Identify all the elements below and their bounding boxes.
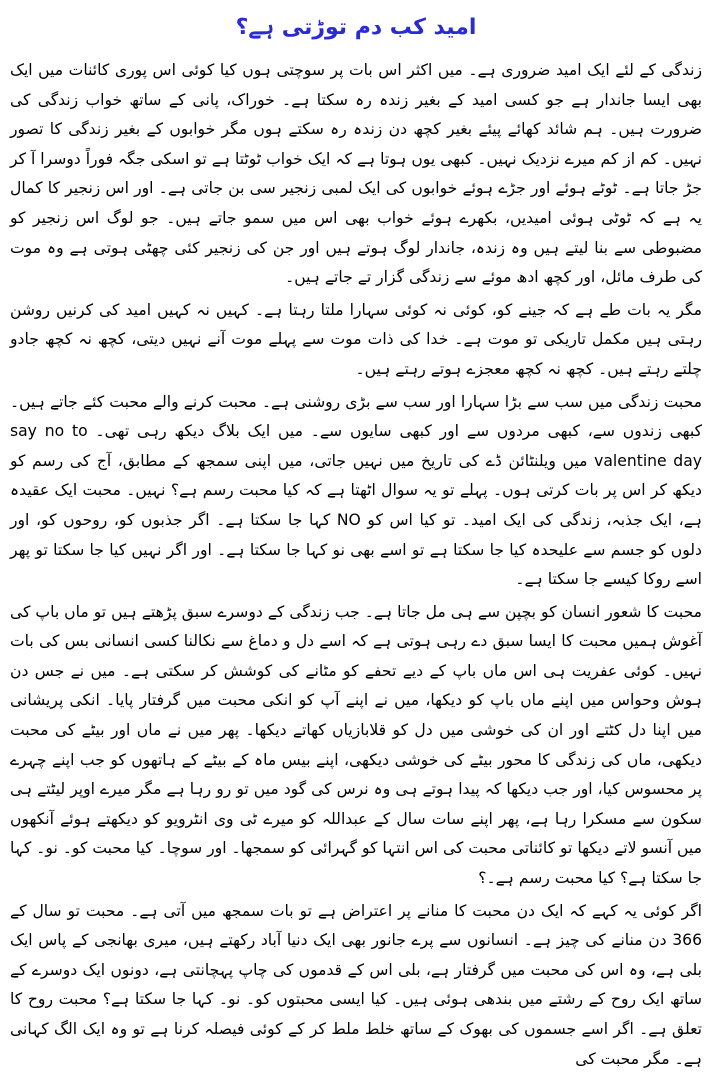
paragraph-4: محبت کا شعور انسان کو بچپن سے ہی مل جاتا ہے۔ جب زندگی کے دوسرے سبق پڑھتے ہیں تو ماں باپ کی آغوش ہمیں محبت کا ایسا سبق دے رہی ہوتی ہے کہ اسے دل و دماغ سے نکالنا کسی انسانی بس کی بات نہیں۔ کوئی عفریت ہی اس ماں باپ کے دیے تحفے کو مٹانے کی کوشش کر سکتی ہے۔ میں نے جس دن ہوش وحواس میں اپنے ماں باپ کو دیکھا، میں نے اپنے آپ کو انکی محبت میں گرفتار پایا۔ انکی پریشانی میں اپنا دل کٹتے اور ان کی خوشی میں دل کو قلابازیاں کھاتے دیکھا۔ پھر میں نے ماں اور بیٹے کی محبت دیکھی، ماں کی زندگی کا محور بیٹے کی خوشی دیکھی، اپنے بیس ماہ کے بیٹے کے ہاتھوں کو جب اپنے چہرے پر محسوس کیا، اور جب دیکھا کہ پیدا ہوتے ہی وہ نرس کی گود میں تو رو رہا ہے مگر میرے اوپر لیٹتے ہی سکون سے مسکرا رہا ہے، پھر اپنے سات سال کے عبداللہ کو میرے ٹی وی انٹرویو کو دیکھتے ہوئے آنکھوں میں آنسو لاتے دیکھا تو کائناتی محبت کی اس انتہا کو گہرائی کو سمجھا۔ اور سوچا۔ کیا محبت کو۔ نو۔ کہا جا سکتا ہے؟ کیا محبت رسم ہے۔؟ [10, 602, 702, 888]
article-title: امید کب دم توڑتی ہے؟ [235, 15, 477, 40]
paragraph-2: مگر یہ بات طے ہے کہ جینے کو، کوئی نہ کوئی سہارا ملتا رہتا ہے۔ کہیں نہ کہیں امید کی کرنیں روشن رہتی ہیں مکمل تاریکی تو موت ہے۔ خدا کی ذات موت سے پہلے موت آنے نہیں دیتی، کچھ نہ کچھ جادو چلتے رہتے ہیں۔ کچھ نہ کچھ معجزے ہوتے رہتے ہیں۔ [10, 300, 702, 378]
paragraph-1: زندگی کے لئے ایک امید ضروری ہے۔ میں اکثر اس بات پر سوچتی ہوں کیا کوئی اس پوری کائنات میں ایک بھی ایسا جاندار ہے جو کسی امید کے بغیر زندہ رہ سکتا ہے۔ خوراک، پانی کے ساتھ خواب زندگی کی ضرورت ہیں۔ ہم شائد کھائے پیئے بغیر کچھ دن زندہ رہ سکتے ہوں مگر خوابوں کے بغیر زندگی کا تصور نہیں۔ کم از کم میرے نزدیک نہیں۔ کبھی یوں ہوتا ہے کہ ایک خواب ٹوٹتا ہے تو اسکی جگہ فوراً دوسرا آ کر جڑ جاتا ہے۔ ٹوٹے ہوئے اور جڑے ہوئے خوابوں کی ایک لمبی زنجیر سی بن جاتی ہے۔ اور اس زنجیر کا کمال یہ ہے کہ ٹوٹی ہوئی امیدیں، بکھرے ہوئے خواب بھی اس میں سمو جاتے ہیں۔ جو لوگ اس زنجیر کو مضبوطی سے بنا لیتے ہیں وہ زندہ، جاندار لوگ ہوتے ہیں اور جن کی زنجیر کئی چھٹی ہوتی ہے وہ موت کی طرف مائل، اور کچھ ادھ موئے سے زندگی گزار تے جاتے ہیں۔ [10, 61, 702, 287]
paragraph-5: اگر کوئی یہ کہے کہ ایک دن محبت کا منانے پر اعتراض ہے تو بات سمجھ میں آتی ہے۔ محبت تو سال کے 366 دن منانے کی چیز ہے۔ انسانوں سے پرے جانور بھی ایک دنیا آباد رکھتے ہیں، میری بھانجی کے پاس ایک بلی ہے، وہ اس کی محبت میں گرفتار ہے، بلی اس کے قدموں کی چاپ پہچانتی ہے، دونوں ایک دوسرے کے ساتھ ایک روح کے رشتے میں بندھی ہوئی ہیں۔ کیا ایسی محبتوں کو۔ نو۔ کہا جا سکتا ہے؟ محبت روح کا تعلق ہے۔ اگر اسے جسموں کی بھوک کے ساتھ خلط ملط کر کے کوئی فیصلہ کرنا ہے تو وہ ایک الگ کہانی ہے۔ مگر محبت کی [10, 901, 702, 1068]
paragraph-3: محبت زندگی میں سب سے بڑا سہارا اور سب سے بڑی روشنی ہے۔ محبت کرنے والے محبت کئے جاتے ہیں۔ کبھی زندوں سے، کبھی مردوں سے اور کبھی سایوں سے۔ میں ایک بلاگ دیکھ رہی تھی۔ say no to valentine day میں ویلنٹائن ڈے کی تاریخ میں نہیں جاتی، میں اپنی سمجھ کے مطابق، آج کی رسم کو دیکھ کر اس پر بات کرتی ہوں۔ پہلے تو یہ سوال اٹھتا ہے کہ کیا محبت رسم ہے؟ نہیں۔ محبت ایک عقیدہ ہے، ایک جذبہ، زندگی کی ایک امید۔ تو کیا اس کو NO کہا جا سکتا ہے۔ اگر جذبوں کو، روحوں کو، اور دلوں کو جسم سے علیحدہ کیا جا سکتا ہے تو اسے بھی نو کہا جا سکتا ہے۔ اور اگر نہیں کیا جا سکتا تو پھر اسے روکا کیسے جا سکتا ہے۔ [10, 392, 702, 589]
